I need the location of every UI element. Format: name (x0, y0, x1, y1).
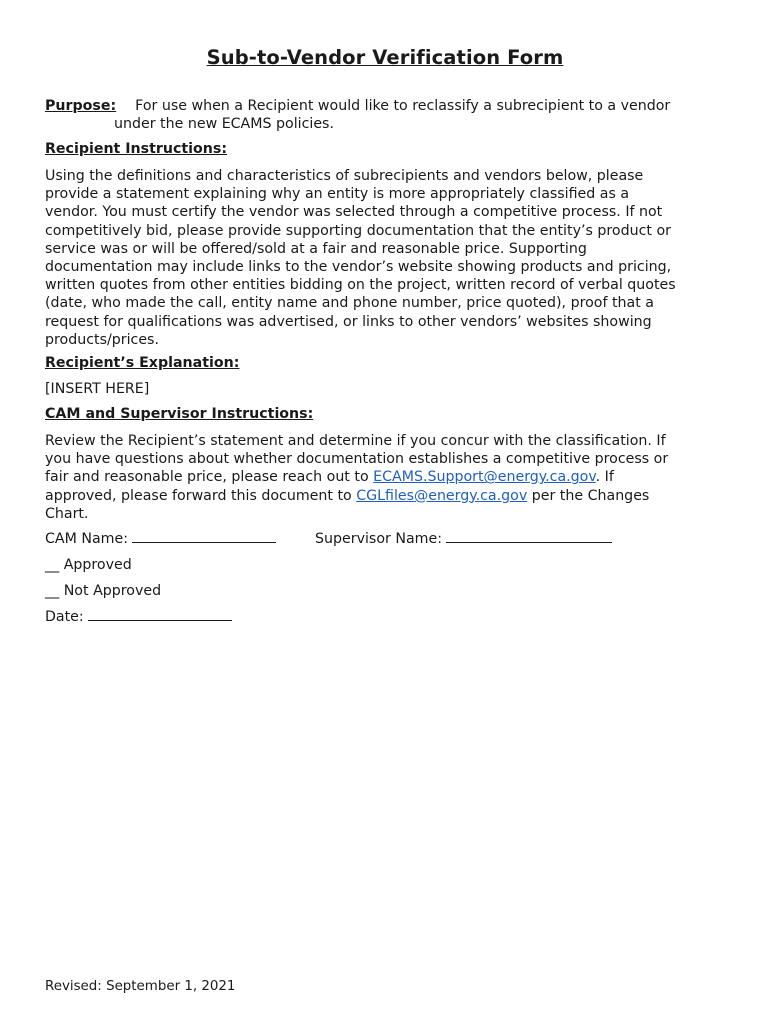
cam-instructions-line4-text: approved, please forward this document to (45, 487, 357, 504)
cgl-files-email-link[interactable]: CGLfiles@energy.ca.gov (356, 487, 528, 504)
instructions-line: vendor. You must certify the vendor was selected through a competitive process. If not (45, 204, 663, 221)
ecams-support-email-link[interactable]: ECAMS.Support@energy.ca.gov (373, 469, 596, 486)
purpose-text-line2: under the new ECAMS policies. (114, 116, 334, 133)
instructions-line: Using the definitions and characteristics of subrecipients and vendors below, please (45, 168, 644, 184)
cam-instructions-heading: CAM and Supervisor Instructions: (45, 406, 314, 422)
date-field[interactable] (88, 608, 232, 621)
instructions-line: documentation may include links to the vendor’s website showing products and pricing, (45, 259, 672, 276)
cam-instructions-line1: Review the Recipient’s statement and determine if you concur with the classification. If (45, 433, 666, 449)
supervisor-name-field[interactable] (446, 530, 612, 543)
purpose-label: Purpose: (45, 98, 117, 114)
instructions-line: service was or will be offered/sold at a fair and reasonable price. Supporting (45, 240, 587, 257)
date-row (45, 608, 725, 626)
purpose-text-line1: For use when a Recipient would like to reclassify a subrecipient to a vendor (135, 98, 671, 114)
not-approved-option[interactable]: __ Not Approved (45, 583, 162, 599)
cam-instructions-line5: Chart. (45, 505, 89, 522)
cam-instructions-line2: you have questions about whether documentation establishes a competitive process or (45, 451, 669, 468)
explanation-placeholder[interactable]: [INSERT HERE] (45, 381, 150, 397)
approved-option[interactable]: __ Approved (45, 557, 132, 573)
instructions-line: (date, who made the call, entity name and phone number, price quoted), proof that a (45, 295, 654, 312)
supervisor-name-label: Supervisor Name: (315, 531, 442, 547)
purpose-section (45, 97, 725, 133)
instructions-line: competitively bid, please provide supporting documentation that the entity’s product or (45, 222, 671, 239)
recipient-instructions-heading: Recipient Instructions: (45, 141, 228, 157)
cam-name-field[interactable] (132, 530, 276, 543)
page-title: Sub-to-Vendor Verification Form (206, 46, 564, 69)
cam-instructions-line3-tail: . If (595, 469, 614, 486)
instructions-line: provide a statement explaining why an entity is more appropriately classified as a (45, 186, 630, 203)
revision-footer: Revised: September 1, 2021 (45, 979, 236, 994)
cam-instructions-line4-tail: per the Changes (527, 487, 650, 504)
instructions-line: written quotes from other entities bidding on the project, written record of verbal quotes (45, 277, 676, 294)
date-label: Date: (45, 609, 84, 625)
recipient-explanation-heading: Recipient’s Explanation: (45, 355, 240, 371)
cam-name-label: CAM Name: (45, 531, 128, 547)
cam-instructions-line3-text: fair and reasonable price, please reach out to (45, 469, 374, 486)
instructions-line: request for qualifications was advertised, or links to other vendors’ websites showing (45, 313, 652, 330)
cam-instructions-body (45, 432, 725, 523)
recipient-instructions-body (45, 167, 725, 349)
instructions-line: products/prices. (45, 331, 159, 348)
name-fields-row (45, 530, 725, 548)
